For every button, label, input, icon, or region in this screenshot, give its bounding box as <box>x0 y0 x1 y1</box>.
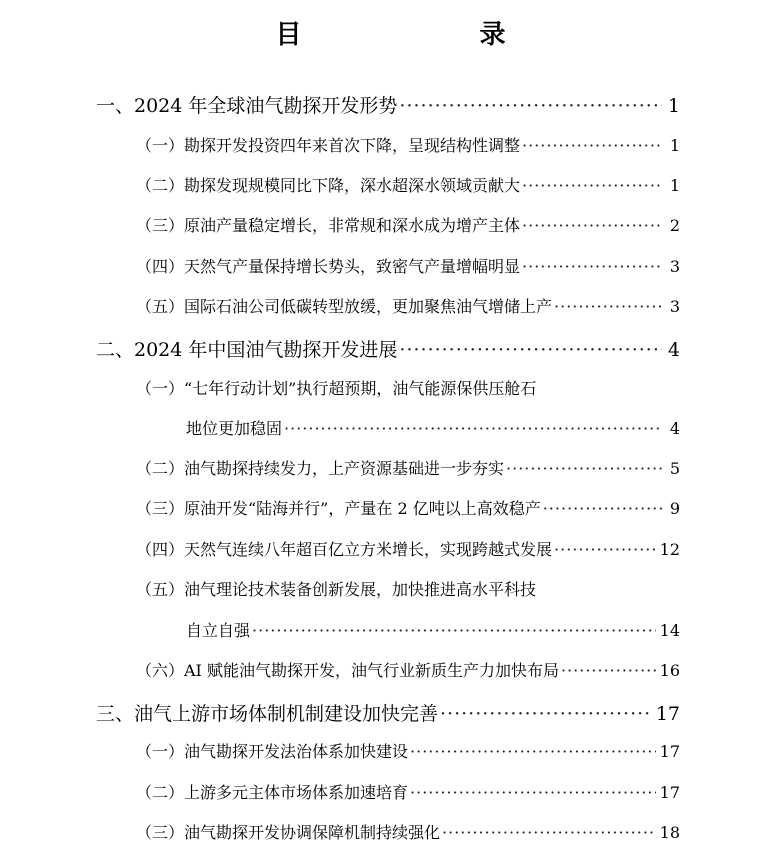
dot-leader <box>522 176 662 195</box>
toc-entry-label: （四）天然气产量保持增长势头，致密气产量增幅明显 <box>136 257 521 276</box>
toc-page-number: 14 <box>659 621 680 640</box>
toc-entry-1-2[interactable] <box>136 173 680 196</box>
toc-entry-2-5-continued[interactable] <box>186 618 680 641</box>
toc-entry-2-3[interactable] <box>136 496 680 519</box>
toc-entry-1-5[interactable] <box>136 294 680 317</box>
toc-entry-label: （四）天然气连续八年超百亿立方米增长，实现跨越式发展 <box>136 540 553 559</box>
toc-entry-2-2[interactable] <box>136 456 680 479</box>
toc-entry-3-3[interactable] <box>136 820 680 843</box>
dot-leader <box>399 339 662 361</box>
dot-leader <box>442 823 656 842</box>
dot-leader <box>554 297 662 316</box>
toc-entry-section-1[interactable] <box>96 91 680 118</box>
toc-page-number: 1 <box>667 95 680 117</box>
toc-entry-label: （五）油气理论技术装备创新发展，加快推进高水平科技 <box>136 580 537 599</box>
toc-page-number: 4 <box>667 339 680 361</box>
toc-entry-1-3[interactable] <box>136 213 680 236</box>
toc-entry-3-2[interactable] <box>136 780 680 803</box>
toc-page-number: 3 <box>669 257 680 276</box>
toc-entry-label: （五）国际石油公司低碳转型放缓，更加聚焦油气增储上产 <box>136 297 553 316</box>
toc-entry-label: （一）油气勘探开发法治体系加快建设 <box>136 742 409 761</box>
dot-leader <box>543 499 662 518</box>
toc-page-number: 18 <box>659 823 680 842</box>
toc-page-number: 17 <box>659 742 680 761</box>
dot-leader <box>554 540 656 559</box>
dot-leader <box>410 742 656 761</box>
toc-entry-3-1[interactable] <box>136 739 680 762</box>
toc-entry-label: （二）油气勘探持续发力，上产资源基础进一步夯实 <box>136 459 505 478</box>
toc-entry-label: 三、油气上游市场体制机制建设加快完善 <box>96 703 439 725</box>
dot-leader <box>522 257 662 276</box>
dot-leader <box>522 216 662 235</box>
toc-page-number: 5 <box>669 459 680 478</box>
toc-entry-1-1[interactable] <box>136 133 680 156</box>
toc-entry-1-4[interactable] <box>136 254 680 277</box>
dot-leader <box>506 459 662 478</box>
toc-entry-label: （二）勘探发现规模同比下降，深水超深水领域贡献大 <box>136 176 521 195</box>
toc-page-number: 4 <box>669 419 680 438</box>
dot-leader <box>399 95 662 117</box>
toc-entry-label: 自立自强 <box>186 621 251 640</box>
toc-entry-2-1[interactable] <box>136 376 680 399</box>
dot-leader <box>410 783 656 802</box>
toc-page-number: 9 <box>669 499 680 518</box>
toc-entry-label: （三）原油产量稳定增长，非常规和深水成为增产主体 <box>136 216 521 235</box>
toc-entry-section-3[interactable] <box>96 699 680 726</box>
dot-leader <box>440 703 652 725</box>
toc-entry-label: 二、2024 年中国油气勘探开发进展 <box>96 339 398 361</box>
toc-entry-2-1-continued[interactable] <box>186 416 680 439</box>
toc-page-number: 17 <box>655 703 680 725</box>
toc-entry-2-6[interactable] <box>136 658 680 681</box>
page-title: 目 录 <box>275 20 548 50</box>
toc-entry-section-2[interactable] <box>96 335 680 362</box>
dot-leader <box>561 661 656 680</box>
toc-page-number: 2 <box>669 216 680 235</box>
toc-entry-label: （三）油气勘探开发协调保障机制持续强化 <box>136 823 441 842</box>
toc-page-number: 16 <box>659 661 680 680</box>
toc-entry-2-4[interactable] <box>136 537 680 560</box>
toc-entry-label: （一）勘探开发投资四年来首次下降，呈现结构性调整 <box>136 136 521 155</box>
toc-page-number: 17 <box>659 783 680 802</box>
toc-entry-label: （六）AI 赋能油气勘探开发，油气行业新质生产力加快布局 <box>136 661 559 680</box>
toc-page-number: 3 <box>669 297 680 316</box>
toc-entry-label: （三）原油开发“陆海并行”，产量在 2 亿吨以上高效稳产 <box>136 499 541 518</box>
toc-entry-label: （一）“七年行动计划”执行超预期，油气能源保供压舱石 <box>136 379 537 398</box>
toc-page-number: 12 <box>659 540 680 559</box>
dot-leader <box>284 419 662 438</box>
toc-entry-label: 地位更加稳固 <box>186 419 283 438</box>
dot-leader <box>522 136 662 155</box>
toc-entry-2-5[interactable] <box>136 577 680 600</box>
toc-entry-label: （二）上游多元主体市场体系加速培育 <box>136 783 409 802</box>
toc-page-number: 1 <box>669 176 680 195</box>
toc-page-number: 1 <box>669 136 680 155</box>
toc-entry-label: 一、2024 年全球油气勘探开发形势 <box>96 95 398 117</box>
dot-leader <box>252 621 656 640</box>
